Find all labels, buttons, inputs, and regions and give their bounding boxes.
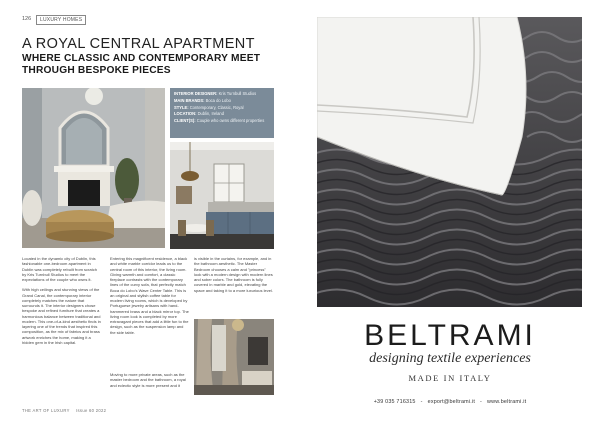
issue-label: Issue 60 2022: [76, 408, 107, 413]
info-label: STYLE:: [174, 104, 189, 110]
info-row-location: [174, 111, 270, 118]
kitchen-illustration: [170, 142, 274, 249]
email-address[interactable]: export@beltrami.it: [427, 399, 476, 405]
info-label: CLIENT(S):: [174, 118, 196, 124]
page-number: 126: [22, 16, 32, 22]
info-row-clients: [174, 118, 270, 125]
bedding-illustration: [317, 17, 582, 307]
project-info-box: [170, 88, 274, 138]
living-room-photo: [22, 88, 165, 248]
brand-tagline: designing textile experiences: [369, 351, 531, 366]
info-value: Kris Turnbull Studios: [218, 91, 257, 96]
info-value: Contemporary, Classic, Royal: [189, 104, 244, 110]
info-label: MAIN BRANDS:: [174, 97, 205, 103]
article-paragraph: Entering this magnificent residence, a black and white marble corridor leads us to the central room of this interior, the living room. Giving warmth and comfort, a classic fireplace contrasts with the contemporary lines of the curvy sofa, that perfectly match Boca do Lobo's Wave Center Table. This is an original and stylish coffee table for modern living rooms, which is developed by Portuguese jewelry artisans with hand-hammered brass and a black mirror top. The living room look is completed by more extravagant pieces that add a little fun to the design, such as the suspension lamp and the side table.: [110, 256, 189, 335]
info-value: Couple who owns different properties: [196, 118, 265, 124]
article-column-3: [194, 256, 274, 293]
website-link[interactable]: www.beltrami.it: [487, 399, 527, 405]
article-column-2-continued: [110, 372, 190, 388]
living-room-illustration: [22, 88, 165, 248]
magazine-name: THE ART OF LUXURY: [22, 408, 70, 413]
article-paragraph: With high ceilings and stunning views of the Grand Canal, the contemporary interior completely matches the nature that surrounds it. The interior designers chose bespoke and refined furniture that creates a harmonious balance between traditional and modern. This one-of-a-kind aesthetic finds in layering one of the trends that inspired this composition, as the mix of fabrics and brass artwork enriches the home, making it a hidden gem in the Irish capital.: [22, 287, 101, 345]
article-column-1: [22, 256, 102, 345]
info-label: INTERIOR DESIGNER:: [174, 91, 218, 96]
separator: -: [420, 399, 423, 405]
bedding-photo: [317, 17, 582, 307]
contact-line: [300, 399, 600, 405]
article-headline: A ROYAL CENTRAL APARTMENT: [22, 36, 255, 52]
separator: -: [480, 399, 483, 405]
info-row-designer: [174, 91, 270, 98]
info-value: Dublin, Ireland: [197, 111, 224, 117]
info-label: LOCATION:: [174, 111, 197, 117]
info-value: Boca do Lobo: [205, 97, 231, 103]
article-paragraph: Moving to more private areas, such as the master bedroom and the bathroom, a royal and eclectic style is more present and it: [110, 372, 186, 388]
info-row-brands: [174, 98, 270, 105]
brand-logo: BELTRAMI: [364, 319, 536, 352]
article-paragraph: Located in the dynamic city of Dublin, this fashionable one-bedroom apartment in Dublin was completely rebuilt from scratch by Kris Turnbull Studios to meet the expectations of the couple who owns it.: [22, 256, 97, 282]
brand-block: [300, 320, 600, 383]
article-column-2: [110, 256, 190, 335]
made-in-italy-label: MADE IN ITALY: [408, 373, 492, 383]
bedroom-photo: [194, 319, 274, 395]
bedroom-illustration: [194, 319, 274, 395]
article-subheadline: WHERE CLASSIC AND CONTEMPORARY MEET THROUGH BESPOKE PIECES: [22, 53, 261, 76]
article-paragraph: is visible in the curtains, for example, and in the bathroom aesthetic. The Master Bedroom chooses a calm and "princess" look with a modern design with modern lines and sober colors. The bathroom is fully covered in marble and gold, elevating the space and taking it to a more luxurious level.: [194, 256, 273, 293]
kitchen-photo: [170, 142, 274, 249]
phone-number: +39 035 716315: [373, 399, 416, 405]
section-tag: LUXURY HOMES: [36, 15, 86, 25]
advertisement-page: [300, 0, 600, 424]
page-footer: [22, 408, 106, 413]
info-row-style: [174, 105, 270, 112]
